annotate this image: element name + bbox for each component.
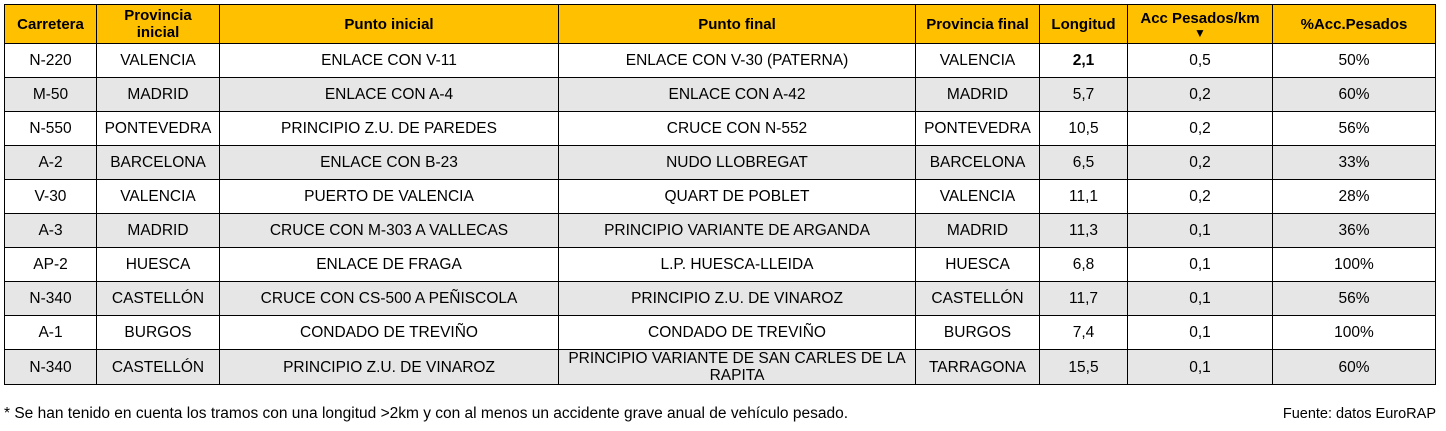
cell-punto-inicial: PUERTO DE VALENCIA — [220, 180, 559, 214]
source-credit: Fuente: datos EuroRAP — [1282, 406, 1436, 422]
cell-acc-pesados-km: 0,2 — [1128, 112, 1273, 146]
cell-pct-acc-pesados: 100% — [1273, 248, 1436, 282]
cell-provincia-inicial: BARCELONA — [97, 146, 220, 180]
cell-punto-final: CRUCE CON N-552 — [559, 112, 916, 146]
cell-pct-acc-pesados: 33% — [1273, 146, 1436, 180]
table-row — [5, 350, 1436, 385]
cell-provincia-inicial: VALENCIA — [97, 44, 220, 78]
cell-punto-inicial: PRINCIPIO Z.U. DE VINAROZ — [220, 350, 559, 385]
table-row — [5, 78, 1436, 112]
cell-longitud: 11,1 — [1040, 180, 1128, 214]
cell-carretera: N-550 — [5, 112, 97, 146]
roads-accident-table — [4, 4, 1436, 385]
cell-pct-acc-pesados: 60% — [1273, 350, 1436, 385]
cell-punto-final: CONDADO DE TREVIÑO — [559, 316, 916, 350]
cell-provincia-final: BURGOS — [916, 316, 1040, 350]
cell-carretera: V-30 — [5, 180, 97, 214]
cell-pct-acc-pesados: 100% — [1273, 316, 1436, 350]
table-header-row — [5, 5, 1436, 44]
cell-pct-acc-pesados: 50% — [1273, 44, 1436, 78]
cell-punto-inicial: ENLACE CON A-4 — [220, 78, 559, 112]
cell-acc-pesados-km: 0,1 — [1128, 248, 1273, 282]
cell-provincia-inicial: BURGOS — [97, 316, 220, 350]
cell-provincia-final: BARCELONA — [916, 146, 1040, 180]
header-carretera[interactable]: Carretera — [5, 5, 97, 44]
cell-acc-pesados-km: 0,2 — [1128, 180, 1273, 214]
cell-carretera: M-50 — [5, 78, 97, 112]
cell-punto-inicial: CRUCE CON CS-500 A PEÑISCOLA — [220, 282, 559, 316]
table-row — [5, 180, 1436, 214]
data-table-container — [4, 4, 1436, 385]
cell-pct-acc-pesados: 60% — [1273, 78, 1436, 112]
cell-pct-acc-pesados: 36% — [1273, 214, 1436, 248]
cell-provincia-final: PONTEVEDRA — [916, 112, 1040, 146]
cell-provincia-inicial: MADRID — [97, 78, 220, 112]
sort-descending-icon[interactable]: ▼ — [1194, 25, 1206, 40]
table-row — [5, 112, 1436, 146]
header-pct-acc-pesados[interactable]: %Acc.Pesados — [1273, 5, 1436, 44]
cell-longitud: 11,3 — [1040, 214, 1128, 248]
cell-provincia-inicial: HUESCA — [97, 248, 220, 282]
table-row — [5, 316, 1436, 350]
header-provincia-inicial[interactable] — [97, 5, 220, 44]
table-row — [5, 44, 1436, 78]
cell-punto-inicial: ENLACE DE FRAGA — [220, 248, 559, 282]
cell-punto-final: PRINCIPIO Z.U. DE VINAROZ — [559, 282, 916, 316]
cell-longitud: 10,5 — [1040, 112, 1128, 146]
cell-punto-inicial: ENLACE CON V-11 — [220, 44, 559, 78]
cell-carretera: N-340 — [5, 350, 97, 385]
table-row — [5, 146, 1436, 180]
table-row — [5, 214, 1436, 248]
cell-provincia-final: VALENCIA — [916, 180, 1040, 214]
table-body — [5, 44, 1436, 385]
cell-punto-final: ENLACE CON A-42 — [559, 78, 916, 112]
cell-provincia-inicial: MADRID — [97, 214, 220, 248]
cell-carretera: A-3 — [5, 214, 97, 248]
header-punto-final[interactable]: Punto final — [559, 5, 916, 44]
cell-acc-pesados-km: 0,2 — [1128, 146, 1273, 180]
cell-punto-final: ENLACE CON V-30 (PATERNA) — [559, 44, 916, 78]
cell-longitud: 7,4 — [1040, 316, 1128, 350]
cell-pct-acc-pesados: 56% — [1273, 282, 1436, 316]
cell-provincia-inicial: CASTELLÓN — [97, 350, 220, 385]
header-provincia-final[interactable]: Provincia final — [916, 5, 1040, 44]
table-row — [5, 248, 1436, 282]
cell-provincia-inicial: CASTELLÓN — [97, 282, 220, 316]
cell-punto-inicial: CONDADO DE TREVIÑO — [220, 316, 559, 350]
header-provincia-inicial-line1: Provincia — [124, 7, 192, 24]
cell-provincia-final: VALENCIA — [916, 44, 1040, 78]
cell-provincia-final: MADRID — [916, 214, 1040, 248]
cell-punto-inicial: ENLACE CON B-23 — [220, 146, 559, 180]
cell-acc-pesados-km: 0,2 — [1128, 78, 1273, 112]
cell-acc-pesados-km: 0,5 — [1128, 44, 1273, 78]
header-acc-pesados-km[interactable] — [1128, 5, 1273, 44]
cell-provincia-inicial: VALENCIA — [97, 180, 220, 214]
cell-punto-final: PRINCIPIO VARIANTE DE ARGANDA — [559, 214, 916, 248]
cell-longitud: 6,8 — [1040, 248, 1128, 282]
footnote: * Se han tenido en cuenta los tramos con una longitud >2km y con al menos un accidente grave anual de vehículo pesado. — [4, 405, 849, 422]
cell-longitud: 2,1 — [1040, 44, 1128, 78]
cell-provincia-final: MADRID — [916, 78, 1040, 112]
cell-acc-pesados-km: 0,1 — [1128, 282, 1273, 316]
cell-punto-final: QUART DE POBLET — [559, 180, 916, 214]
cell-longitud: 15,5 — [1040, 350, 1128, 385]
cell-longitud: 11,7 — [1040, 282, 1128, 316]
cell-longitud: 6,5 — [1040, 146, 1128, 180]
cell-carretera: N-340 — [5, 282, 97, 316]
cell-carretera: AP-2 — [5, 248, 97, 282]
cell-provincia-inicial: PONTEVEDRA — [97, 112, 220, 146]
cell-punto-inicial: CRUCE CON M-303 A VALLECAS — [220, 214, 559, 248]
cell-acc-pesados-km: 0,1 — [1128, 350, 1273, 385]
cell-acc-pesados-km: 0,1 — [1128, 316, 1273, 350]
cell-pct-acc-pesados: 28% — [1273, 180, 1436, 214]
header-provincia-inicial-line2: inicial — [136, 24, 180, 41]
cell-longitud: 5,7 — [1040, 78, 1128, 112]
header-acc-pesados-km-label: Acc Pesados/km — [1140, 9, 1260, 27]
cell-carretera: N-220 — [5, 44, 97, 78]
cell-acc-pesados-km: 0,1 — [1128, 214, 1273, 248]
table-row — [5, 282, 1436, 316]
cell-carretera: A-1 — [5, 316, 97, 350]
cell-punto-final: L.P. HUESCA-LLEIDA — [559, 248, 916, 282]
cell-provincia-final: TARRAGONA — [916, 350, 1040, 385]
cell-punto-final: PRINCIPIO VARIANTE DE SAN CARLES DE LA RAPITA — [559, 350, 916, 385]
header-longitud[interactable]: Longitud — [1040, 5, 1128, 44]
cell-carretera: A-2 — [5, 146, 97, 180]
cell-pct-acc-pesados: 56% — [1273, 112, 1436, 146]
cell-provincia-final: HUESCA — [916, 248, 1040, 282]
header-punto-inicial[interactable]: Punto inicial — [220, 5, 559, 44]
cell-punto-final: NUDO LLOBREGAT — [559, 146, 916, 180]
cell-punto-inicial: PRINCIPIO Z.U. DE PAREDES — [220, 112, 559, 146]
cell-provincia-final: CASTELLÓN — [916, 282, 1040, 316]
